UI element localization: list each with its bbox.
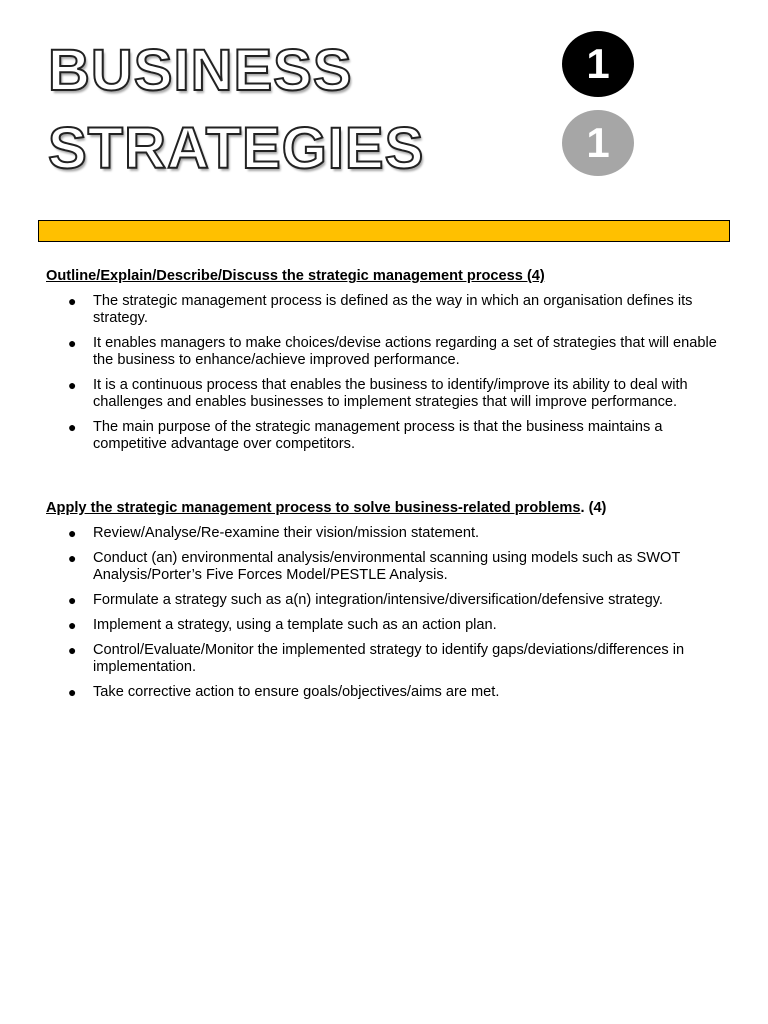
section-heading [46, 268, 736, 285]
list-item [46, 525, 736, 542]
list-item-text: Conduct (an) environmental analysis/environmental scanning using models such as SWOT Analysis/Porter’s Five Forces Model/PESTLE Analysis. [93, 550, 681, 583]
bullet-icon: ● [68, 335, 77, 351]
title-line-business: BUSINESS [48, 38, 353, 103]
title-line-strategies: STRATEGIES [48, 116, 425, 181]
bullet-icon: ● [68, 642, 77, 658]
list-item-text: Implement a strategy, using a template such as an action plan. [93, 617, 497, 633]
list-item [46, 592, 736, 609]
bullet-icon: ● [68, 293, 77, 309]
bullet-list [46, 525, 736, 701]
section-heading-text: Apply the strategic management process to solve business-related problems [46, 500, 581, 516]
bullet-icon: ● [68, 592, 77, 608]
section-heading-text: Outline/Explain/Describe/Discuss the strategic management process (4) [46, 268, 545, 284]
list-item-text: Take corrective action to ensure goals/objectives/aims are met. [93, 684, 500, 700]
bullet-icon: ● [68, 377, 77, 393]
section-heading-suffix: . (4) [580, 500, 607, 516]
bullet-icon: ● [68, 525, 77, 541]
bullet-icon: ● [68, 617, 77, 633]
list-item [46, 684, 736, 701]
list-item-text: The strategic management process is defined as the way in which an organisation defines its strategy. [93, 293, 693, 326]
bullet-icon: ● [68, 550, 77, 566]
number-badge-black: 1 [562, 31, 634, 97]
yellow-divider-bar [38, 220, 730, 242]
list-item [46, 550, 736, 584]
bullet-icon: ● [68, 684, 77, 700]
section-apply-process [46, 500, 736, 701]
list-item-text: Control/Evaluate/Monitor the implemented strategy to identify gaps/deviations/differences in implementation. [93, 642, 685, 675]
list-item-text: It enables managers to make choices/devise actions regarding a set of strategies that will enable the business to enhance/achieve improved performance. [93, 335, 717, 368]
list-item-text: Review/Analyse/Re-examine their vision/mission statement. [93, 525, 480, 541]
list-item [46, 377, 736, 411]
section-heading [46, 500, 736, 517]
list-item [46, 419, 736, 453]
section-strategic-management-process [46, 268, 736, 453]
number-badge-grey: 1 [562, 110, 634, 176]
list-item [46, 293, 736, 327]
list-item [46, 617, 736, 634]
bullet-icon: ● [68, 419, 77, 435]
list-item [46, 335, 736, 369]
list-item-text: Formulate a strategy such as a(n) integration/intensive/diversification/defensive strategy. [93, 592, 663, 608]
list-item-text: It is a continuous process that enables the business to identify/improve its ability to deal with challenges and enables businesses to implement strategies that will improve performance. [93, 377, 688, 410]
list-item [46, 642, 736, 676]
bullet-list [46, 293, 736, 453]
list-item-text: The main purpose of the strategic management process is that the business maintains a competitive advantage over competitors. [93, 419, 663, 452]
